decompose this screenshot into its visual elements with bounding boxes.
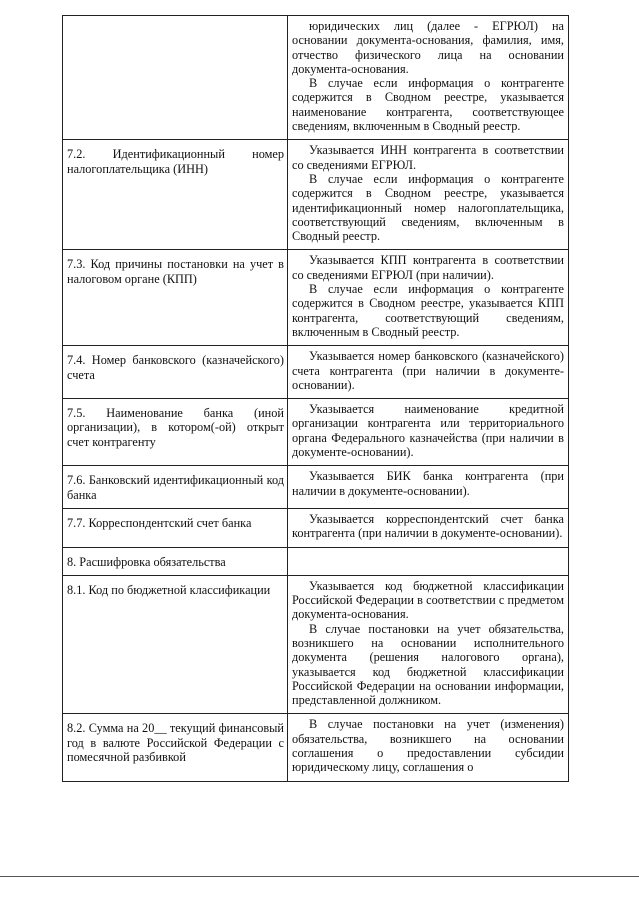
- table-row: [63, 346, 569, 399]
- table-row: [63, 508, 569, 547]
- description-paragraph: В случае если информация о контрагенте содержится в Сводном реестре, указывается идентификационный номер налогоплательщика, соответствующий сведениям, включенным в Сводный реестр.: [292, 171, 564, 244]
- field-description-cell: [288, 16, 569, 140]
- field-name-cell: 7.4. Номер банковского (казначейского) счета: [63, 346, 288, 399]
- description-paragraph: Указывается ИНН контрагента в соответствии со сведениями ЕГРЮЛ.: [292, 143, 564, 172]
- description-paragraph: Указывается номер банковского (казначейского) счета контрагента (при наличии в документе-основании).: [292, 349, 564, 392]
- description-paragraph: В случае постановки на учет обязательства, возникшего на основании исполнительного документа (решения налогового органа), указывается код бюджетной классификации Российской Федерации на основании информации, представленной должником.: [292, 621, 564, 708]
- table-row: [63, 16, 569, 140]
- description-paragraph: юридических лиц (далее - ЕГРЮЛ) на основании документа-основания, фамилия, имя, отчество физического лица на основании документа-основания.: [292, 19, 564, 76]
- table-row: [63, 399, 569, 466]
- section-heading-cell: 8. Расшифровка обязательства: [63, 547, 288, 575]
- description-paragraph: В случае если информация о контрагенте содержится в Сводном реестре, указывается КПП контрагента, соответствующий сведениям, включенным в Сводный реестр.: [292, 282, 564, 339]
- field-description-cell: [288, 547, 569, 575]
- field-name-cell: 8.1. Код по бюджетной классификации: [63, 575, 288, 714]
- description-paragraph: Указывается наименование кредитной организации контрагента или территориального органа Федерального казначейства (при наличии в документе-основании).: [292, 402, 564, 460]
- field-name-cell: 7.5. Наименование банка (иной организации), в котором(-ой) открыт счет контрагенту: [63, 399, 288, 466]
- table-row: [63, 140, 569, 250]
- page-bottom-rule: [0, 876, 639, 877]
- field-name-cell: 7.7. Корреспондентский счет банка: [63, 508, 288, 547]
- field-description-cell: [288, 399, 569, 466]
- description-paragraph: В случае постановки на учет (изменения) обязательства, возникшего на основании соглашения о предоставлении субсидии юридическому лицу, соглашения о: [292, 717, 564, 775]
- field-description-cell: [288, 250, 569, 346]
- description-paragraph: Указывается корреспондентский счет банка контрагента (при наличии в документе-основании).: [292, 511, 564, 541]
- field-name-cell: [63, 16, 288, 140]
- field-name-cell: 8.2. Сумма на 20__ текущий финансовый год в валюте Российской Федерации с помесячной разбивкой: [63, 714, 288, 781]
- description-paragraph: Указывается БИК банка контрагента (при наличии в документе-основании).: [292, 469, 564, 498]
- field-name-cell: 7.6. Банковский идентификационный код банка: [63, 466, 288, 509]
- field-description-cell: [288, 575, 569, 714]
- field-description-cell: [288, 140, 569, 250]
- description-paragraph: Указывается код бюджетной классификации Российской Федерации в соответствии с предметом документа-основания.: [292, 578, 564, 622]
- field-description-cell: [288, 714, 569, 781]
- field-name-cell: 7.2. Идентификационный номер налогоплательщика (ИНН): [63, 140, 288, 250]
- description-paragraph: Указывается КПП контрагента в соответствии со сведениями ЕГРЮЛ (при наличии).: [292, 253, 564, 282]
- table-row: [63, 466, 569, 509]
- field-name-cell: 7.3. Код причины постановки на учет в налоговом органе (КПП): [63, 250, 288, 346]
- requisites-table: [62, 15, 569, 782]
- field-description-cell: [288, 466, 569, 509]
- description-paragraph: В случае если информация о контрагенте содержится в Сводном реестре, указывается наименование контрагента, соответствующее сведениям, включенным в Сводный реестр.: [292, 76, 564, 134]
- table-row: [63, 714, 569, 781]
- table-row: [63, 575, 569, 714]
- field-description-cell: [288, 346, 569, 399]
- field-description-cell: [288, 508, 569, 547]
- table-row: [63, 547, 569, 575]
- table-row: [63, 250, 569, 346]
